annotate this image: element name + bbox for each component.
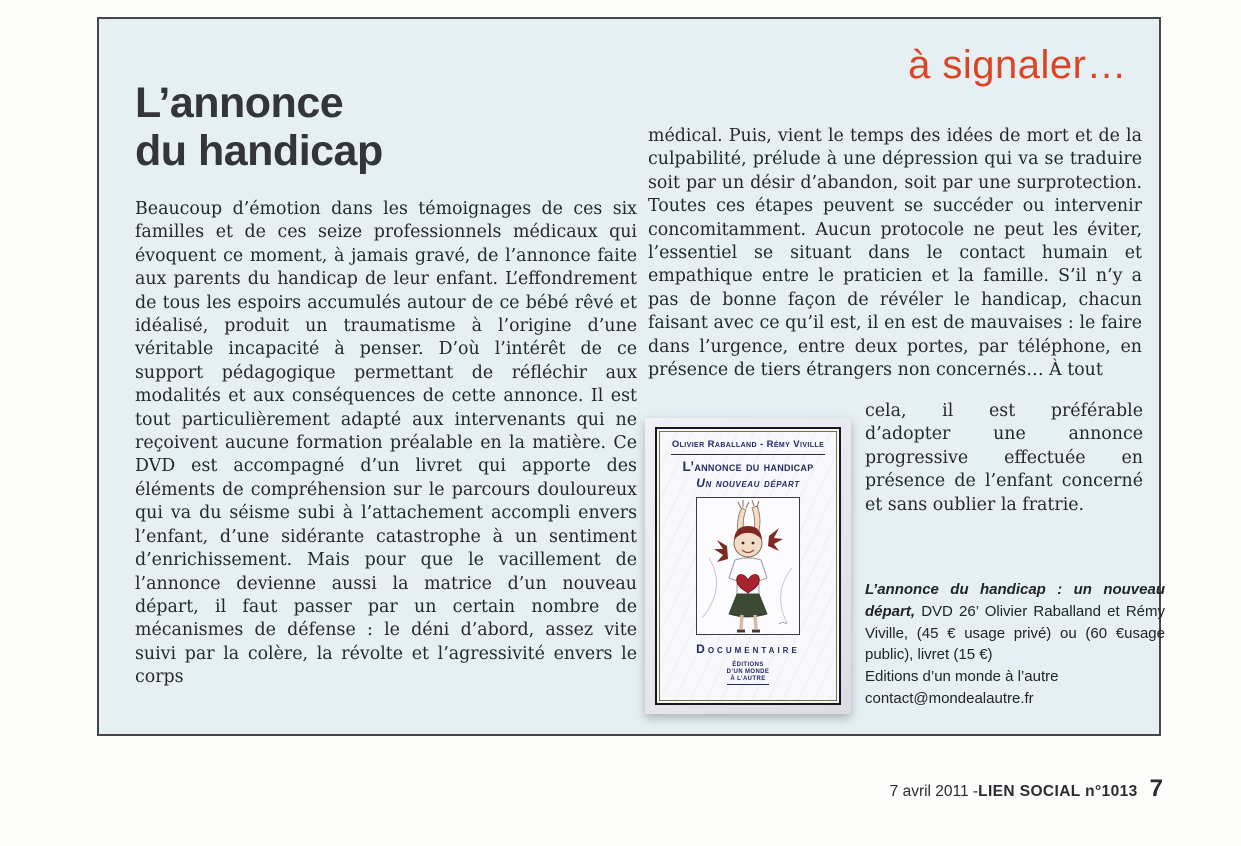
- publisher-line2: D’UN MONDE: [726, 669, 770, 675]
- dvd-cover-photo: [645, 418, 851, 714]
- dvd-genre: Documentaire: [696, 642, 800, 656]
- footer-magazine-name: LIEN SOCIAL n°1013: [978, 783, 1138, 800]
- article-panel: [97, 17, 1165, 736]
- footer-date: 7 avril 2011 -: [889, 783, 979, 800]
- page-footer: [890, 775, 1163, 803]
- girl-with-heart-drawing: [697, 498, 799, 634]
- caption-email: contact@mondealautre.fr: [865, 689, 1034, 707]
- dvd-title: L’annonce du handicap: [682, 459, 814, 474]
- dvd-cover: [655, 427, 841, 705]
- article-title: [135, 79, 383, 175]
- article-column-right-wrapped: cela, il est préférable d’adopter une annonce progressive effectuée en présence de l’enfant concerné et sans oublier la fratrie.: [865, 401, 1143, 515]
- dvd-caption: [865, 579, 1165, 710]
- article-title-line2: du handicap: [135, 127, 383, 175]
- girl-illustration: [696, 497, 800, 635]
- dvd-divider: [671, 454, 826, 455]
- caption-publisher: Editions d’un monde à l’autre: [865, 668, 1059, 686]
- publisher-line1: ÉDITIONS: [732, 662, 764, 668]
- publisher-line3: À L’AUTRE: [730, 676, 766, 682]
- section-banner: à signaler…: [908, 43, 1127, 87]
- caption-details: DVD 26’ Olivier Raballand et Rémy Viville, (45 € usage privé) ou (60 €usage public), livret (15 €): [865, 602, 1165, 664]
- article-column-right: médical. Puis, vient le temps des idées de mort et de la culpabilité, prélude à une dépression qui va se traduire soit par un désir d’abandon, soit par une surprotection. Toutes ces étapes peuvent se succéder ou intervenir concomitamment. Aucun protocole ne peut les éviter, l’essentiel se situant dans le contact humain et empathique entre le praticien et la famille. S’il n’y a pas de bonne façon de révéler le handicap, chacun faisant avec ce qu’il est, il en est de mauvaises : le faire dans l’urgence, entre deux portes, par téléphone, en présence de tiers étrangers non concernés… À tout: [648, 126, 1142, 381]
- footer-page-number: 7: [1149, 775, 1163, 802]
- article-title-line1: L’annonce: [135, 79, 344, 127]
- dvd-cover-inner: [659, 431, 837, 701]
- dvd-authors: Olivier Raballand - Rémy Viville: [671, 439, 825, 450]
- dvd-subtitle: Un nouveau départ: [696, 476, 800, 490]
- caption-title: L’annonce du handicap : un nouveau départ,: [865, 581, 1165, 620]
- article-column-left: Beaucoup d’émotion dans les témoignages de ces six familles et de ces seize professionnels médicaux qui évoquent ce moment, à jamais gravé, de l’annonce faite aux parents du handicap de leur enfant. L’effondrement de tous les espoirs accumulés autour de ce bébé rêvé et idéalisé, produit un traumatisme à l’origine d’une véritable incapacité à penser. D’où l’intérêt de ce support pédagogique permettant de réfléchir aux modalités et aux conséquences de cette annonce. Il est tout particulièrement adapté aux intervenants qui ne reçoivent aucune formation préalable en la matière. Ce DVD est accompagné d’un livret qui apporte des éléments de compréhension sur le parcours douloureux qui va du séisme subi à l’attachement accompli envers l’enfant, d’une sidérante catastrophe à un sentiment d’enrichissement. Mais pour que le vacillement de l’annonce devienne aussi la matrice d’un nouveau départ, il faut passer par un certain nombre de mécanismes de défense : le déni d’abord, assez vite suivi par la colère, la révolte et l’agressivité envers le corps: [135, 199, 637, 688]
- publisher-logo: [727, 662, 770, 685]
